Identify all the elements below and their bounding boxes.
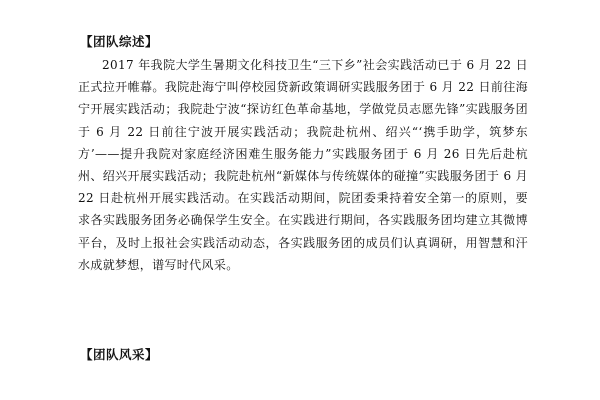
section-heading-team-overview: 【团队综述】	[80, 34, 159, 49]
team-overview-paragraph: 2017 年我院大学生暑期文化科技卫生“三下乡”社会实践活动已于 6 月 22 日正式拉开帷幕。我院赴海宁叫停校园贷新政策调研实践服务团于 6 月 22 日前往海宁开展实践活动；我院赴宁波“探访红色革命基地，学做党员志愿先锋”实践服务团于 6 月 22 日前往宁波开展实践活动；我院赴杭州、绍兴“‘携手助学，筑梦东方’——提升我院对家庭经济困难生服务能力”实践服务团于 6 月 26 日先后赴杭州、绍兴开展实践活动；我院赴杭州“新媒体与传统媒体的碰撞”实践服务团于 6 月 22 日赴杭州开展实践活动。在实践活动期间，院团委秉持着安全第一的原则，要求各实践服务团务必确保学生安全。在实践进行期间，各实践服务团均建立其微博平台，及时上报社会实践活动动态，各实践服务团的成员们认真调研，用智慧和汗水成就梦想，谱写时代风采。	[78, 58, 528, 272]
section-heading-team-style: 【团队风采】	[80, 347, 159, 362]
